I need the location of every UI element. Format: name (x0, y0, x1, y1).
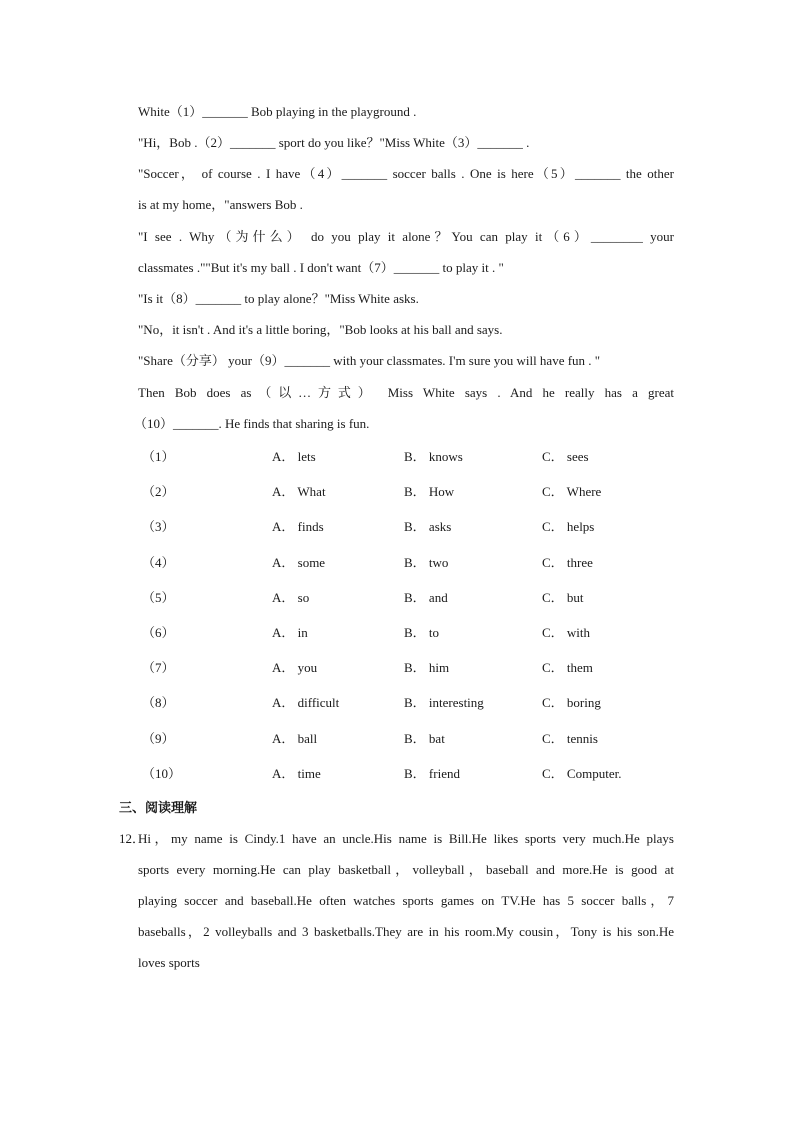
option-row (0, 730, 794, 748)
option-b: B． friend (404, 766, 460, 781)
option-number: （10） (142, 766, 182, 781)
option-b: B． to (404, 625, 440, 640)
passage-line-5: "I see . Why（为什么） do you play it alone？You can play it（6）________ your (138, 229, 674, 244)
passage-line-10: Then Bob does as（以…方式） Miss White says . And he really has a great (138, 385, 674, 400)
passage-line-11: （10）_______. He finds that sharing is fun. (134, 416, 370, 431)
section-title: 三、阅读理解 (119, 801, 198, 816)
option-a: A． some (272, 555, 326, 570)
option-number: （9） (142, 731, 175, 746)
option-a: A． ball (272, 731, 318, 746)
option-c: C． but (542, 590, 584, 605)
option-row (0, 659, 794, 677)
passage-line-1: White（1）_______ Bob playing in the playground . (138, 104, 417, 119)
option-a: A． difficult (272, 695, 340, 710)
passage-line-4: is at my home，"answers Bob . (138, 197, 303, 212)
question-line-4: baseballs，2 volleyballs and 3 basketballs.They are in his room.My cousin，Tony is his son.He (138, 924, 674, 939)
question-line-5: loves sports (138, 955, 200, 970)
question-line-2: sports every morning.He can play basketball，volleyball，baseball and more.He is good at (138, 862, 674, 877)
option-row (0, 448, 794, 466)
option-row (0, 694, 794, 712)
option-number: （8） (142, 695, 175, 710)
option-c: C． them (542, 660, 593, 675)
option-c: C． with (542, 625, 591, 640)
option-a: A． time (272, 766, 321, 781)
option-number: （3） (142, 519, 175, 534)
option-c: C． tennis (542, 731, 598, 746)
option-c: C． Computer. (542, 766, 622, 781)
option-row (0, 518, 794, 536)
option-row (0, 624, 794, 642)
option-a: A． finds (272, 519, 324, 534)
option-b: B． bat (404, 731, 445, 746)
option-a: A． in (272, 625, 308, 640)
option-b: B． interesting (404, 695, 484, 710)
question-number: 12． (119, 831, 146, 846)
option-row (0, 483, 794, 501)
question-line-1: Hi，my name is Cindy.1 have an uncle.His name is Bill.He likes sports very much.He plays (138, 831, 674, 846)
option-a: A． you (272, 660, 318, 675)
option-a: A． so (272, 590, 310, 605)
option-number: （1） (142, 449, 175, 464)
option-b: B． How (404, 484, 455, 499)
option-c: C． boring (542, 695, 601, 710)
option-c: C． sees (542, 449, 589, 464)
option-b: B． him (404, 660, 450, 675)
option-row (0, 554, 794, 572)
passage-line-9: "Share（分享） your（9）_______ with your classmates. I'm sure you will have fun . " (138, 353, 601, 368)
option-row (0, 765, 794, 783)
option-row (0, 589, 794, 607)
option-number: （2） (142, 484, 175, 499)
option-b: B． and (404, 590, 448, 605)
option-c: C． helps (542, 519, 595, 534)
option-a: A． What (272, 484, 326, 499)
option-number: （6） (142, 625, 175, 640)
passage-line-8: "No，it isn't . And it's a little boring，"Bob looks at his ball and says. (138, 322, 503, 337)
passage-line-6: classmates .""But it's my ball . I don't want（7）_______ to play it . " (138, 260, 504, 275)
question-line-3: playing soccer and baseball.He often watches sports games on TV.He has 5 soccer balls，7 (138, 893, 674, 908)
option-c: C． three (542, 555, 593, 570)
option-b: B． knows (404, 449, 463, 464)
option-a: A． lets (272, 449, 316, 464)
option-number: （7） (142, 660, 175, 675)
option-b: B． asks (404, 519, 452, 534)
option-number: （4） (142, 555, 175, 570)
passage-line-7: "Is it（8）_______ to play alone？"Miss White asks. (138, 291, 419, 306)
option-b: B． two (404, 555, 449, 570)
passage-line-3: "Soccer， of course . I have（4）_______ soccer balls . One is here（5）_______ the other (138, 166, 674, 181)
passage-line-2: "Hi，Bob .（2）_______ sport do you like？"Miss White（3）_______ . (138, 135, 530, 150)
option-number: （5） (142, 590, 175, 605)
option-c: C． Where (542, 484, 602, 499)
